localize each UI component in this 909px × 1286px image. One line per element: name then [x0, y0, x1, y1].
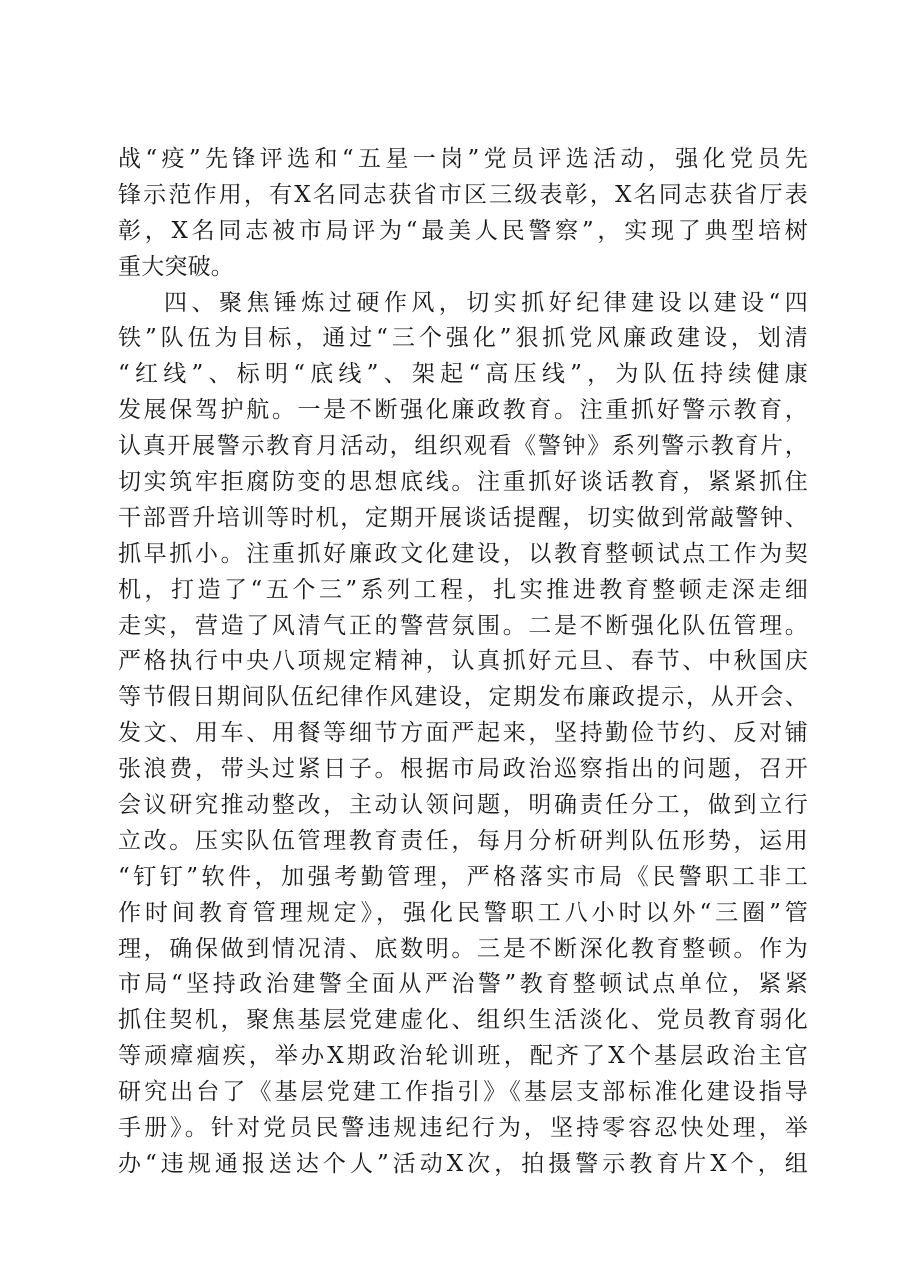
text-line: 发文、用车、用餐等细节方面严起来，坚持勤俭节约、反对铺 — [118, 720, 808, 747]
text-line: 会议研究推动整改，主动认领问题，明确责任分工，做到立行 — [118, 792, 808, 819]
text-line: 市局“坚持政治建警全面从严治警”教育整顿试点单位，紧紧 — [118, 971, 808, 998]
text-line: 严格执行中央八项规定精神，认真抓好元旦、春节、中秋国庆 — [118, 648, 808, 675]
text-line: 发展保驾护航。一是不断强化廉政教育。注重抓好警示教育， — [118, 397, 808, 424]
text-line: 认真开展警示教育月活动，组织观看《警钟》系列警示教育片， — [118, 433, 808, 460]
text-line: 机，打造了“五个三”系列工程，扎实推进教育整顿走深走细 — [118, 576, 808, 603]
paragraph-start-line: 四、聚焦锤炼过硬作风，切实抓好纪律建设以建设“四 — [164, 289, 808, 316]
text-line: 重大突破。 — [118, 253, 234, 280]
text-line: 作时间教育管理规定》，强化民警职工八小时以外“三圈”管 — [118, 899, 808, 926]
text-line: 走实，营造了风清气正的警营氛围。二是不断强化队伍管理。 — [118, 612, 808, 639]
text-line: 研究出台了《基层党建工作指引》《基层支部标准化建设指导 — [118, 1079, 808, 1106]
text-line: 理，确保做到情况清、底数明。三是不断深化教育整顿。作为 — [118, 935, 808, 962]
text-line: 铁”队伍为目标，通过“三个强化”狠抓党风廉政建设，划清 — [118, 325, 808, 352]
text-line: 抓早抓小。注重抓好廉政文化建设，以教育整顿试点工作为契 — [118, 540, 808, 567]
text-line: 锋示范作用，有X名同志获省市区三级表彰，X名同志获省厅表 — [118, 181, 808, 208]
text-line: 手册》。针对党员民警违规违纪行为，坚持零容忍快处理，举 — [118, 1115, 808, 1142]
text-line: 抓住契机，聚焦基层党建虚化、组织生活淡化、党员教育弱化 — [118, 1007, 808, 1034]
text-line: 办“违规通报送达个人”活动X次，拍摄警示教育片X个，组 — [118, 1150, 808, 1177]
text-line: 切实筑牢拒腐防变的思想底线。注重抓好谈话教育，紧紧抓住 — [118, 469, 808, 496]
text-line: “钉钉”软件，加强考勤管理，严格落实市局《民警职工非工 — [118, 863, 808, 890]
text-line: 等节假日期间队伍纪律作风建设，定期发布廉政提示，从开会、 — [118, 684, 808, 711]
text-line: 彰，X名同志被市局评为“最美人民警察”，实现了典型培树 — [118, 217, 808, 244]
text-line: 战“疫”先锋评选和“五星一岗”党员评选活动，强化党员先 — [118, 146, 808, 172]
text-line: “红线”、标明“底线”、架起“高压线”，为队伍持续健康 — [118, 361, 808, 388]
body-text — [118, 142, 808, 1183]
text-line: 张浪费，带头过紧日子。根据市局政治巡察指出的问题，召开 — [118, 756, 808, 783]
text-line: 干部晋升培训等时机，定期开展谈话提醒，切实做到常敲警钟、 — [118, 504, 808, 531]
text-line: 立改。压实队伍管理教育责任，每月分析研判队伍形势，运用 — [118, 827, 808, 854]
text-line: 等顽瘴痼疾，举办X期政治轮训班，配齐了X个基层政治主官 — [118, 1043, 808, 1070]
